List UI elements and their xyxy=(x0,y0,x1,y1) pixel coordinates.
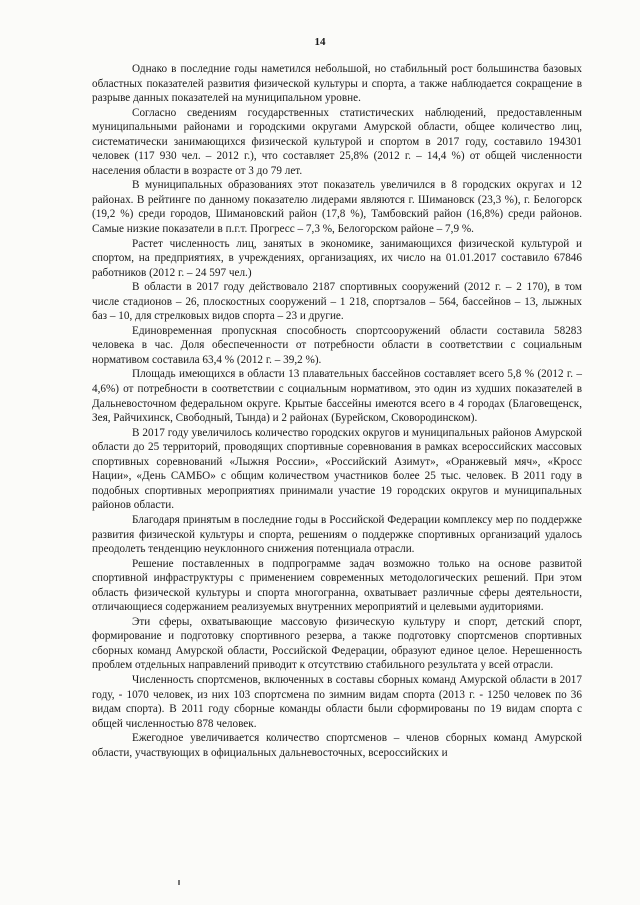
paragraph: Растет численность лиц, занятых в экономике, занимающихся физической культурой и спортом, на предприятиях, в учреждениях, организациях, их число на 01.01.2017 составило 67846 работников (2012 г. – 24 597 чел.) xyxy=(92,237,582,279)
document-body xyxy=(92,62,582,760)
page-number: 14 xyxy=(314,36,326,48)
paragraph: Ежегодное увеличивается количество спортсменов – членов сборных команд Амурской области, участвующих в официальных дальневосточных, всероссийских и xyxy=(92,732,582,759)
scan-artifact xyxy=(178,880,180,885)
paragraph: В области в 2017 году действовало 2187 спортивных сооружений (2012 г. – 2 170), в том числе стадионов – 26, плоскостных сооружений – 1 218, спортзалов – 564, бассейнов – 13, лыжных баз – 10, для стрелковых видов спорта – 23 и другие. xyxy=(92,281,582,323)
paragraph: Однако в последние годы наметился небольшой, но стабильный рост большинства базовых областных показателей развития физической культуры и спорта, а также наблюдается сокращение в разрыве данных показателей на муниципальном уровне. xyxy=(92,63,582,105)
paragraph: Численность спортсменов, включенных в составы сборных команд Амурской области в 2017 году, - 1070 человек, из них 103 спортсмена по зимним видам спорта (2013 г. - 1250 человек по 36 видам спорта). В 2011 году сборные команды области были сформированы по 19 видам спорта с общей численностью 878 человек. xyxy=(92,673,582,730)
paragraph: Решение поставленных в подпрограмме задач возможно только на основе развитой спортивной инфраструктуры с применением современных методологических решений. При этом область физической культуры и спорта многогранна, охватывает различные сферы деятельности, отличающиеся содержанием реализуемых внутренних мероприятий и целевыми аудиториями. xyxy=(92,557,582,614)
paragraph: Площадь имеющихся в области 13 плавательных бассейнов составляет всего 5,8 % (2012 г. – 4,6%) от потребности в соответствии с социальным нормативом, это один из худших показателей в Дальневосточном федеральном округе. Крытые бассейны имеются всего в 4 городах (Благовещенск, Зея, Райчихинск, Свободный, Тында) и 2 районах (Бурейском, Сковородинском). xyxy=(92,368,582,425)
paragraph: В муниципальных образованиях этот показатель увеличился в 8 городских округах и 12 районах. В рейтинге по данному показателю лидерами являются г. Шимановск (23,3 %), г. Белогорск (19,2 %) среди городов, Шимановский район (17,8 %), Тамбовский район (16,8%) среди районов. Самые низкие показатели в п.г.т. Прогресс – 7,3 %, Белогорском районе – 7,9 %. xyxy=(92,179,582,236)
paragraph: Единовременная пропускная способность спортсооружений области составила 58283 человека в час. Доля обеспеченности от потребности области в соответствии с социальным нормативом составила 63,4 % (2012 г. – 39,2 %). xyxy=(92,324,582,366)
paragraph: Эти сферы, охватывающие массовую физическую культуру и спорт, детский спорт, формирование и подготовку спортивного резерва, а также подготовку спортсменов спортивных сборных команд Амурской области, Российской Федерации, образуют единое целое. Нерешенность проблем отдельных направлений приводит к отсутствию стабильного результата у всей отрасли. xyxy=(92,615,582,672)
paragraph: В 2017 году увеличилось количество городских округов и муниципальных районов Амурской области до 25 территорий, проводящих спортивные соревнования в рамках всероссийских массовых спортивных соревнований «Лыжня России», «Российский Азимут», «Оранжевый мяч», «Кросс Нации», «День САМБО» с общим количеством участников более 25 тыс. человек. В 2011 году в подобных спортивных мероприятиях принимали участие 19 городских округов и муниципальных районов области. xyxy=(92,426,582,512)
paragraph: Благодаря принятым в последние годы в Российской Федерации комплексу мер по поддержке развития физической культуры и спорта, решениям о поддержке спортивных организаций удалось преодолеть тенденцию неуклонного снижения потенциала отрасли. xyxy=(92,513,582,556)
paragraph: Согласно сведениям государственных статистических наблюдений, предоставленным муниципальными районами и городскими округами Амурской области, общее количество лиц, систематически занимающихся физической культурой и спортом в 2017 году, составило 194301 человек (117 930 чел. – 2012 г.), что составляет 25,8% (2012 г. – 14,4 %) от общей численности населения области в возрасте от 3 до 79 лет. xyxy=(92,106,582,177)
